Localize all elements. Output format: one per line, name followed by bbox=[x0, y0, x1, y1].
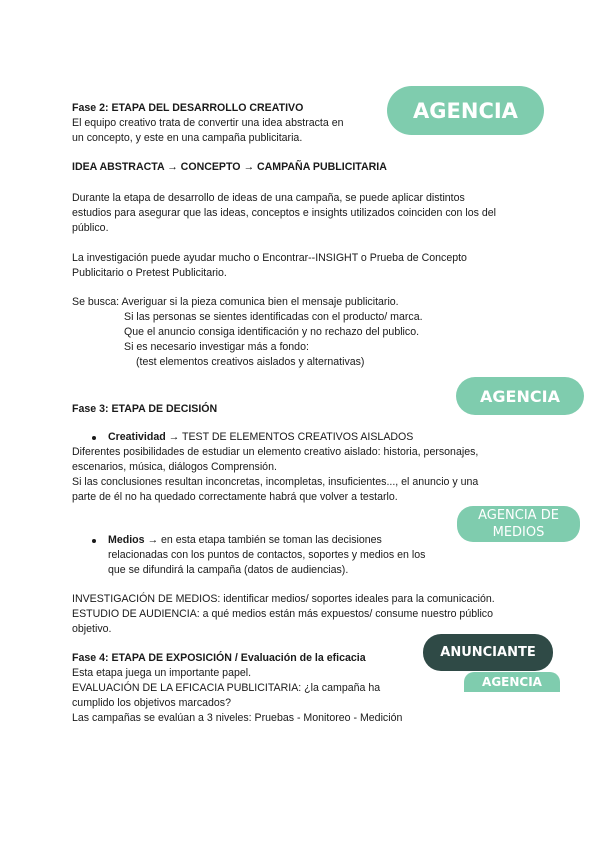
medios-line: relacionadas con los puntos de contactos, soportes y medios en los bbox=[108, 549, 426, 561]
phase2-intro-line: un concepto, y este en una campaña publicitaria. bbox=[72, 132, 303, 144]
search-line: Si las personas se sientes identificadas con el producto/ marca. bbox=[124, 311, 423, 323]
search-line: Si es necesario investigar más a fondo: bbox=[124, 341, 309, 353]
phase4-line: cumplido los objetivos marcados? bbox=[72, 697, 231, 709]
phase2-research-line: Publicitario o Pretest Publicitario. bbox=[72, 267, 227, 279]
investigacion-line: ESTUDIO DE AUDIENCIA: a qué medios están más expuestos/ consume nuestro público bbox=[72, 608, 493, 620]
agencia-tag: AGENCIA bbox=[387, 86, 544, 135]
phase2-paragraph-line: público. bbox=[72, 222, 109, 234]
phase4-line: Esta etapa juega un importante papel. bbox=[72, 667, 252, 679]
phase2-heading: Fase 2: ETAPA DEL DESARROLLO CREATIVO bbox=[72, 102, 304, 114]
phase4-heading: Fase 4: ETAPA DE EXPOSICIÓN / Evaluación de la eficacia bbox=[72, 652, 366, 664]
phase4-line: EVALUACIÓN DE LA EFICACIA PUBLICITARIA: ¿la campaña ha bbox=[72, 682, 381, 694]
search-line: Que el anuncio consiga identificación y no rechazo del publico. bbox=[124, 326, 420, 338]
anunciante-tag: ANUNCIANTE bbox=[423, 634, 553, 671]
search-line: (test elementos creativos aislados y alternativas) bbox=[136, 356, 365, 368]
phase2-paragraph-line: Durante la etapa de desarrollo de ideas de una campaña, se puede aplicar distintos bbox=[72, 192, 465, 204]
phase4-line: Las campañas se evalúan a 3 niveles: Pruebas - Monitoreo - Medición bbox=[72, 712, 403, 724]
bullet-icon bbox=[92, 539, 96, 543]
medios-line: que se difundirá la campaña (datos de audiencias). bbox=[108, 564, 349, 576]
creatividad-line: Diferentes posibilidades de estudiar un elemento creativo aislado: historia, personajes, bbox=[72, 446, 479, 458]
medios-text: → en esta etapa también se toman las decisiones bbox=[144, 534, 382, 546]
bullet-icon bbox=[92, 436, 96, 440]
creatividad-line: escenarios, música, diálogos Comprensión. bbox=[72, 461, 277, 473]
phase2-paragraph-line: estudios para asegurar que las ideas, conceptos e insights utilizados coinciden con los del bbox=[72, 207, 497, 219]
agencia-tag: AGENCIA bbox=[464, 672, 560, 692]
phase2-intro-line: El equipo creativo trata de convertir una idea abstracta en bbox=[72, 117, 344, 129]
medios-item bbox=[108, 533, 382, 548]
investigacion-line: objetivo. bbox=[72, 623, 112, 635]
investigacion-line: INVESTIGACIÓN DE MEDIOS: identificar medios/ soportes ideales para la comunicación. bbox=[72, 593, 495, 605]
creatividad-line: parte de él no ha quedado correctamente habrá que volver a testarlo. bbox=[72, 491, 398, 503]
agencia-de-medios-tag: AGENCIA DE MEDIOS bbox=[457, 506, 580, 542]
agencia-tag: AGENCIA bbox=[456, 377, 584, 415]
creatividad-label: Creatividad bbox=[108, 431, 166, 443]
phase3-heading: Fase 3: ETAPA DE DECISIÓN bbox=[72, 403, 218, 415]
medios-label: Medios bbox=[108, 534, 145, 546]
creatividad-text: → TEST DE ELEMENTOS CREATIVOS AISLADOS bbox=[165, 431, 414, 443]
search-line: Se busca: Averiguar si la pieza comunica bien el mensaje publicitario. bbox=[72, 296, 399, 308]
creatividad-item bbox=[108, 430, 413, 445]
phase2-flow: IDEA ABSTRACTA → CONCEPTO → CAMPAÑA PUBLICITARIA bbox=[72, 161, 387, 173]
creatividad-line: Si las conclusiones resultan inconcretas, incompletas, insuficientes..., el anuncio y una bbox=[72, 476, 479, 488]
phase2-research-line: La investigación puede ayudar mucho o Encontrar--INSIGHT o Prueba de Concepto bbox=[72, 252, 467, 264]
